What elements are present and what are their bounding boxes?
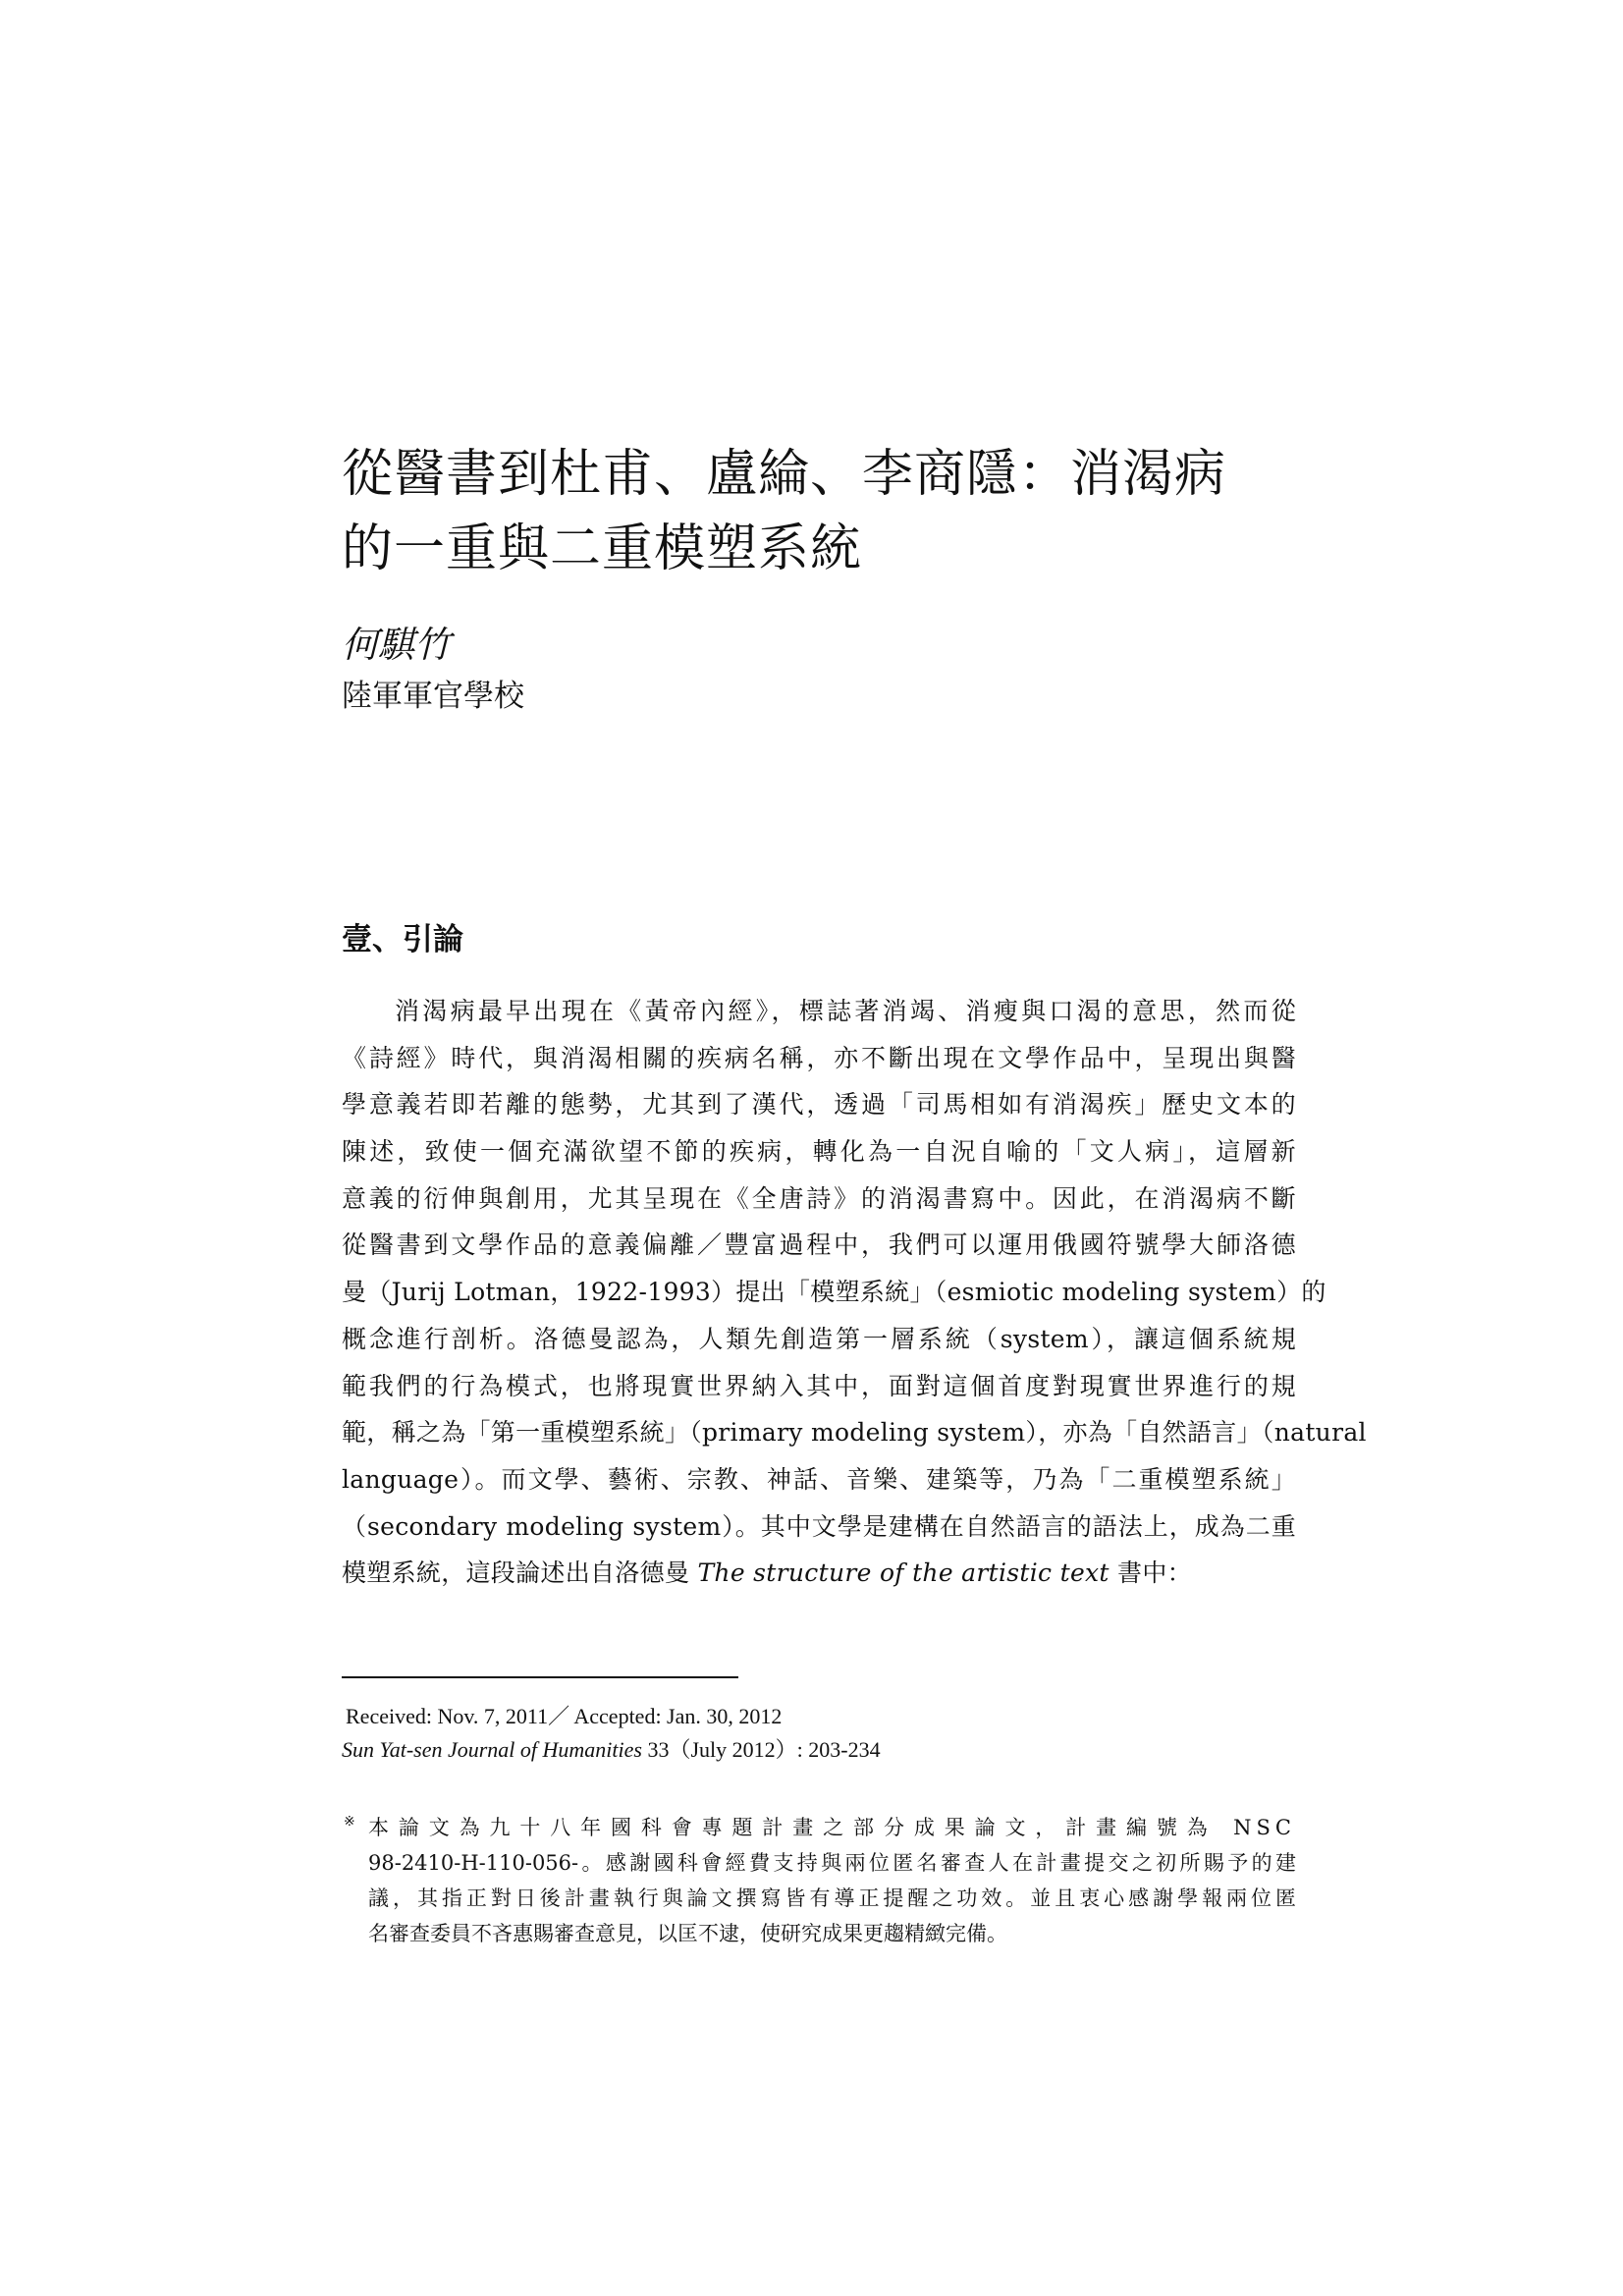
body-line: 陳述，致使一個充滿欲望不節的疾病，轉化為一自況自喻的「文人病」，這層新	[342, 1137, 1296, 1167]
body-line: 《詩經》時代，與消渴相關的疾病名稱，亦不斷出現在文學作品中，呈現出與醫	[342, 1043, 1296, 1072]
journal-name: Sun Yat-sen Journal of Humanities	[342, 1737, 642, 1762]
paper-title	[342, 437, 1304, 586]
body-line: （secondary modeling system）。其中文學是建構在自然語言的語法上，成為二重	[342, 1511, 1296, 1541]
body-line: 範我們的行為模式，也將現實世界納入其中，面對這個首度對現實世界進行的規	[342, 1371, 1296, 1400]
body-line: 從醫書到文學作品的意義偏離／豐富過程中，我們可以運用俄國符號學大師洛德	[342, 1230, 1296, 1260]
footnote-mark: ※	[344, 1814, 355, 1830]
body-line: 意義的衍伸與創用，尤其呈現在《全唐詩》的消渴書寫中。因此，在消渴病不斷	[342, 1183, 1296, 1213]
journal-citation	[342, 1733, 881, 1767]
body-line: 範，稱之為「第一重模塑系統」（primary modeling system），亦為「自然語言」（natural	[342, 1418, 1367, 1448]
footnote-line: 98-2410-H-110-056-。感謝國科會經費支持與兩位匿名審查人在計畫提交之初所賜予的建	[368, 1851, 1296, 1875]
body-line: language）。而文學、藝術、宗教、神話、音樂、建築等，乃為「二重模塑系統」	[342, 1464, 1296, 1494]
body-line: 消渴病最早出現在《黃帝內經》，標誌著消竭、消瘦與口渴的意思，然而從	[395, 997, 1296, 1025]
body-text-segment: 模塑系統，這段論述出自洛德曼	[342, 1558, 698, 1588]
body-paragraph	[342, 988, 1367, 1597]
journal-volume-pages: 33（July 2012）: 203-234	[641, 1737, 881, 1762]
footnote-line: 本論文為九十八年國科會專題計畫之部分成果論文，計畫編號為 NSC	[368, 1816, 1296, 1839]
footnote	[368, 1810, 1296, 1951]
body-line: 曼（Jurij Lotman，1922-1993）提出「模塑系統」（esmiotic modeling system）的	[342, 1278, 1326, 1307]
book-title: The structure of the artistic text	[697, 1558, 1109, 1588]
footnote-line: 名審查委員不吝惠賜審查意見，以匡不逮，使研究成果更趨精緻完備。	[368, 1922, 1007, 1945]
footnote-divider	[342, 1676, 738, 1678]
section-heading: 壹、引論	[342, 922, 463, 957]
received-accepted-dates: Received: Nov. 7, 2011／ Accepted: Jan. 30, 2012	[346, 1704, 783, 1728]
title-line-2: 的一重與二重模塑系統	[342, 519, 863, 578]
body-line: 學意義若即若離的態勢，尤其到了漢代，透過「司馬相如有消渴疾」歷史文本的	[342, 1090, 1296, 1120]
body-line	[342, 1550, 1296, 1597]
author-name: 何騏竹	[342, 624, 451, 666]
footnote-line: 議，其指正對日後計畫執行與論文撰寫皆有導正提醒之功效。並且衷心感謝學報兩位匿	[368, 1886, 1296, 1910]
body-text-segment: 書中：	[1109, 1558, 1192, 1588]
author-affiliation: 陸軍軍官學校	[342, 679, 524, 714]
body-line: 概念進行剖析。洛德曼認為，人類先創造第一層系統（system），讓這個系統規	[342, 1324, 1296, 1353]
title-line-1: 從醫書到杜甫、盧綸、李商隱：消渴病	[342, 445, 1227, 504]
